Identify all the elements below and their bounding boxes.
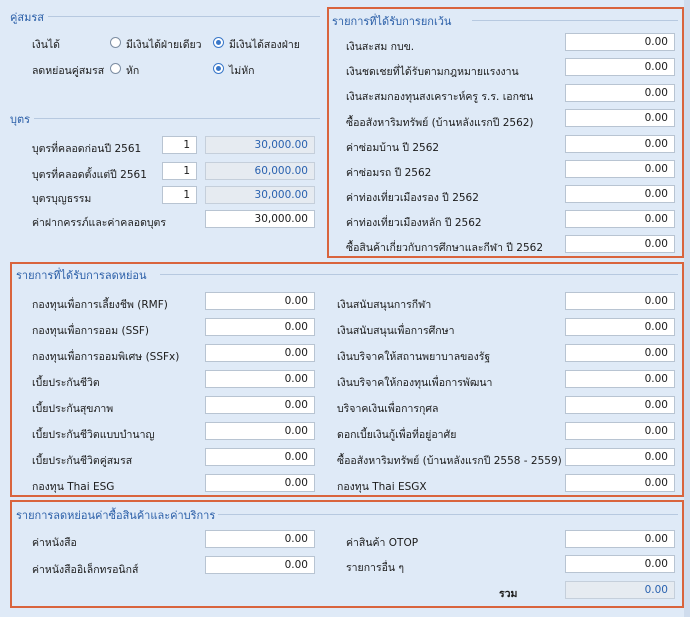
spouse-insurance-input[interactable]: 0.00 (205, 448, 315, 466)
other-items-label: รายการอื่น ๆ (346, 562, 405, 574)
exempt-teacher-fund-input[interactable]: 0.00 (565, 84, 675, 102)
spouse-deduct-label: ลดหย่อนคู่สมรส (32, 65, 105, 77)
hospital-donation-input[interactable]: 0.00 (565, 344, 675, 362)
exempt-primary-travel-label: ค่าท่องเที่ยวเมืองหลัก ปี 2562 (346, 217, 482, 229)
exempt-gpf-label: เงินสะสม กบข. (346, 41, 415, 53)
prenatal-label: ค่าฝากครรภ์และค่าคลอดบุตร (32, 217, 167, 229)
exempt-education-sport-label: ซื้อสินค้าเกี่ยวกับการศึกษาและกีฬา ปี 2562 (346, 242, 544, 254)
ssfx-input[interactable]: 0.00 (205, 344, 315, 362)
exempt-house-repair-label: ค่าซ่อมบ้าน ปี 2562 (346, 142, 440, 154)
radio-dual-income-label[interactable]: มีเงินได้สองฝ่าย (229, 39, 300, 51)
deductions-section-title: รายการที่ได้รับการลดหย่อน (16, 269, 147, 282)
total-label: รวม (499, 588, 518, 600)
thai-esg-label: กองทุน Thai ESG (32, 481, 115, 493)
rmf-label: กองทุนเพื่อการเลี้ยงชีพ (RMF) (32, 299, 168, 311)
total-value: 0.00 (565, 581, 675, 599)
first-home-2558-input[interactable]: 0.00 (565, 448, 675, 466)
development-donation-input[interactable]: 0.00 (565, 370, 675, 388)
hospital-donation-label: เงินบริจาคให้สถานพยาบาลของรัฐ (337, 351, 491, 363)
exempt-secondary-travel-label: ค่าท่องเที่ยวเมืองรอง ปี 2562 (346, 192, 479, 204)
exempt-car-repair-label: ค่าซ่อมรถ ปี 2562 (346, 167, 432, 179)
ebooks-label: ค่าหนังสืออิเล็กทรอนิกส์ (32, 564, 139, 576)
prenatal-input[interactable]: 30,000.00 (205, 210, 315, 228)
ssfx-label: กองทุนเพื่อการออมพิเศษ (SSFx) (32, 351, 180, 363)
books-input[interactable]: 0.00 (205, 530, 315, 548)
other-items-input[interactable]: 0.00 (565, 555, 675, 573)
exempt-car-repair-input[interactable]: 0.00 (565, 160, 675, 178)
ssf-input[interactable]: 0.00 (205, 318, 315, 336)
exempt-house-repair-input[interactable]: 0.00 (565, 135, 675, 153)
education-support-label: เงินสนับสนุนเพื่อการศึกษา (337, 325, 455, 337)
spouse-section-title: คู่สมรส (10, 11, 44, 24)
life-insurance-input[interactable]: 0.00 (205, 370, 315, 388)
children-section-title: บุตร (10, 113, 31, 126)
income-label: เงินได้ (32, 39, 60, 51)
radio-single-income-label[interactable]: มีเงินได้ฝ่ายเดียว (126, 39, 202, 51)
health-insurance-label: เบี้ยประกันสุขภาพ (32, 403, 114, 415)
thai-esgx-input[interactable]: 0.00 (565, 474, 675, 492)
first-home-2558-label: ซื้ออสังหาริมทรัพย์ (บ้านหลังแรกปี 2558 - 2559) (337, 455, 562, 467)
adopted-child-amount: 30,000.00 (205, 186, 315, 204)
ssf-label: กองทุนเพื่อการออม (SSF) (32, 325, 150, 337)
adopted-child-label: บุตรบุญธรรม (32, 193, 92, 205)
life-insurance-label: เบี้ยประกันชีวิต (32, 377, 100, 389)
sport-support-label: เงินสนับสนุนการกีฬา (337, 299, 432, 311)
section-divider (34, 118, 320, 119)
radio-no-deduct[interactable] (213, 63, 224, 74)
child-from-2561-count[interactable]: 1 (162, 162, 197, 180)
section-divider (472, 20, 678, 21)
mortgage-interest-input[interactable]: 0.00 (565, 422, 675, 440)
child-before-2561-amount: 30,000.00 (205, 136, 315, 154)
exempt-teacher-fund-label: เงินสะสมกองทุนสงเคราะห์ครู ร.ร. เอกชน (346, 91, 534, 103)
child-from-2561-label: บุตรที่คลอดตั้งแต่ปี 2561 (32, 169, 147, 181)
adopted-child-count[interactable]: 1 (162, 186, 197, 204)
section-divider (48, 16, 320, 17)
child-before-2561-count[interactable]: 1 (162, 136, 197, 154)
rmf-input[interactable]: 0.00 (205, 292, 315, 310)
exempt-section-title: รายการที่ได้รับการยกเว้น (332, 15, 452, 28)
child-before-2561-label: บุตรที่คลอดก่อนปี 2561 (32, 143, 142, 155)
radio-deduct-label[interactable]: หัก (126, 65, 140, 77)
exempt-severance-input[interactable]: 0.00 (565, 58, 675, 76)
exempt-first-home-input[interactable]: 0.00 (565, 109, 675, 127)
exempt-education-sport-input[interactable]: 0.00 (565, 235, 675, 253)
spouse-insurance-label: เบี้ยประกันชีวิตคู่สมรส (32, 455, 133, 467)
mortgage-interest-label: ดอกเบี้ยเงินกู้เพื่อที่อยู่อาศัย (337, 429, 457, 441)
otop-label: ค่าสินค้า OTOP (346, 537, 419, 549)
thai-esgx-label: กองทุน Thai ESGX (337, 481, 427, 493)
annuity-insurance-label: เบี้ยประกันชีวิตแบบบำนาญ (32, 429, 155, 441)
radio-single-income[interactable] (110, 37, 121, 48)
child-from-2561-amount: 60,000.00 (205, 162, 315, 180)
ebooks-input[interactable]: 0.00 (205, 556, 315, 574)
health-insurance-input[interactable]: 0.00 (205, 396, 315, 414)
goods-section-title: รายการลดหย่อนค่าซื้อสินค้าและค่าบริการ (16, 509, 216, 522)
sport-support-input[interactable]: 0.00 (565, 292, 675, 310)
section-divider (160, 274, 678, 275)
exempt-first-home-label: ซื้ออสังหาริมทรัพย์ (บ้านหลังแรกปี 2562) (346, 117, 534, 129)
exempt-gpf-input[interactable]: 0.00 (565, 33, 675, 51)
education-support-input[interactable]: 0.00 (565, 318, 675, 336)
radio-no-deduct-label[interactable]: ไม่หัก (229, 65, 255, 77)
development-donation-label: เงินบริจาคให้กองทุนเพื่อการพัฒนา (337, 377, 493, 389)
section-divider (218, 514, 678, 515)
radio-dual-income[interactable] (213, 37, 224, 48)
thai-esg-input[interactable]: 0.00 (205, 474, 315, 492)
charity-donation-label: บริจาคเงินเพื่อการกุศล (337, 403, 439, 415)
charity-donation-input[interactable]: 0.00 (565, 396, 675, 414)
exempt-secondary-travel-input[interactable]: 0.00 (565, 185, 675, 203)
otop-input[interactable]: 0.00 (565, 530, 675, 548)
annuity-insurance-input[interactable]: 0.00 (205, 422, 315, 440)
window-edge (684, 0, 690, 617)
exempt-severance-label: เงินชดเชยที่ได้รับตามกฎหมายแรงงาน (346, 66, 519, 78)
exempt-primary-travel-input[interactable]: 0.00 (565, 210, 675, 228)
radio-deduct[interactable] (110, 63, 121, 74)
books-label: ค่าหนังสือ (32, 537, 77, 549)
